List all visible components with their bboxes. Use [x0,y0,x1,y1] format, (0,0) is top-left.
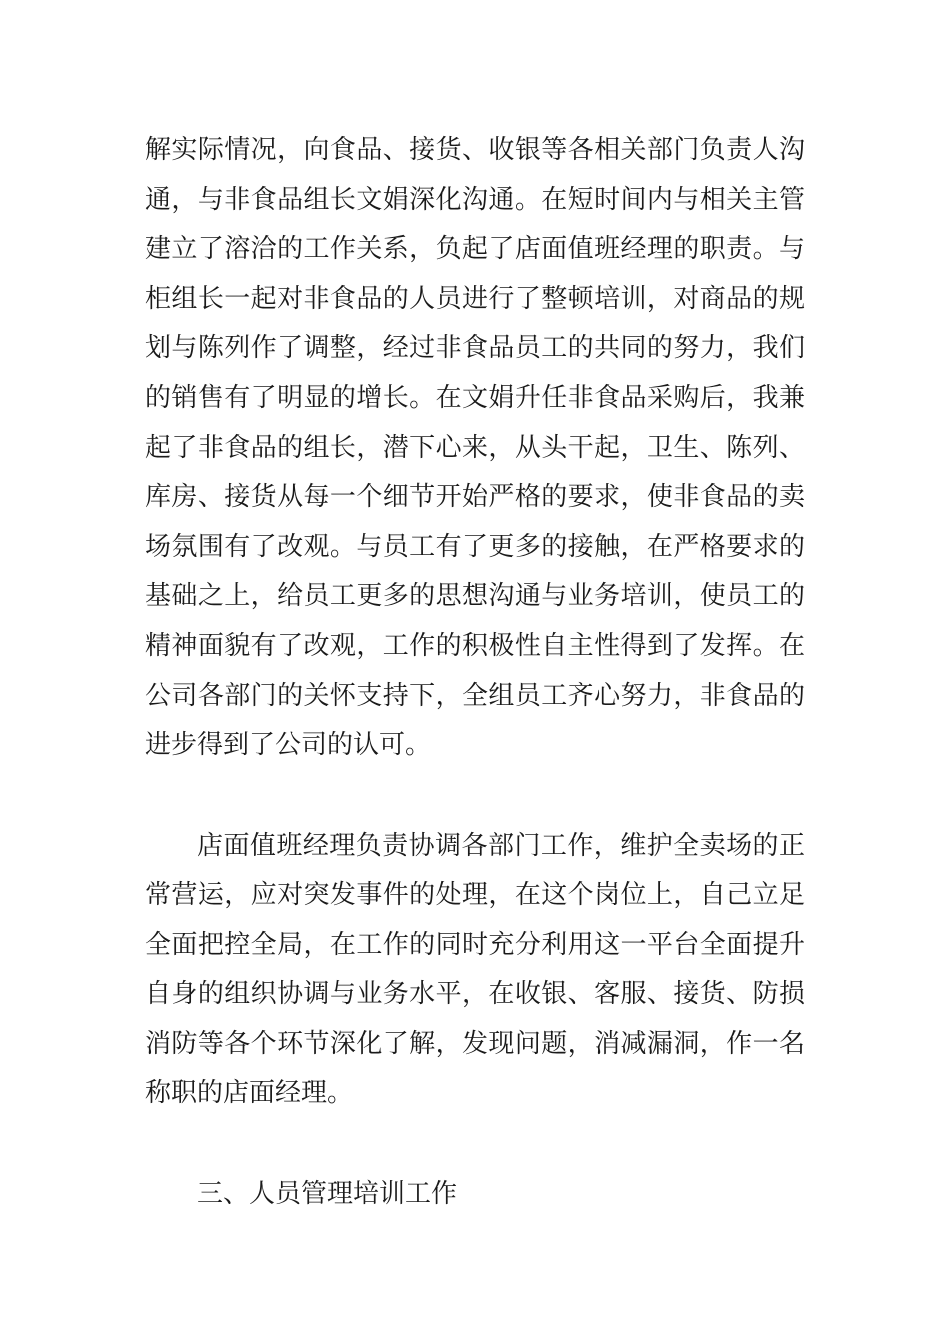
paragraph-1-line-3: 建立了溶洽的工作关系，负起了店面值班经理的职责。与 [145,234,805,264]
paragraph-1-line-6: 的销售有了明显的增长。在文娟升任非食品采购后，我兼 [145,383,805,413]
paragraph-1-line-1: 解实际情况，向食品、接货、收银等各相关部门负责人沟 [145,135,805,165]
section-heading: 三、人员管理培训工作 [197,1179,458,1209]
paragraph-1-line-9: 场氛围有了改观。与员工有了更多的接触，在严格要求的 [145,532,805,562]
paragraph-2-line-6: 称职的店面经理。 [145,1078,354,1108]
paragraph-2-line-1: 店面值班经理负责协调各部门工作，维护全卖场的正 [197,831,805,861]
paragraph-2-line-3: 全面把控全局，在工作的同时充分利用这一平台全面提升 [145,930,805,960]
paragraph-1-line-7: 起了非食品的组长，潜下心来，从头干起，卫生、陈列、 [145,433,805,463]
paragraph-1-line-8: 库房、接货从每一个细节开始严格的要求，使非食品的卖 [145,482,805,512]
paragraph-1-line-11: 精神面貌有了改观，工作的积极性自主性得到了发挥。在 [145,631,805,661]
paragraph-2-line-2: 常营运，应对突发事件的处理，在这个岗位上，自己立足 [145,880,805,910]
paragraph-1-line-13: 进步得到了公司的认可。 [145,730,432,760]
paragraph-2-line-5: 消防等各个环节深化了解，发现问题，消减漏洞，作一名 [145,1029,805,1059]
paragraph-1-line-5: 划与陈列作了调整，经过非食品员工的共同的努力，我们 [145,333,805,363]
paragraph-1-line-10: 基础之上，给员工更多的思想沟通与业务培训，使员工的 [145,581,805,611]
paragraph-1-line-12: 公司各部门的关怀支持下，全组员工齐心努力，非食品的 [145,681,805,711]
paragraph-1-line-4: 柜组长一起对非食品的人员进行了整顿培训，对商品的规 [145,284,805,314]
paragraph-1-line-2: 通，与非食品组长文娟深化沟通。在短时间内与相关主管 [145,185,805,215]
paragraph-2-line-4: 自身的组织协调与业务水平，在收银、客服、接货、防损 [145,979,805,1009]
